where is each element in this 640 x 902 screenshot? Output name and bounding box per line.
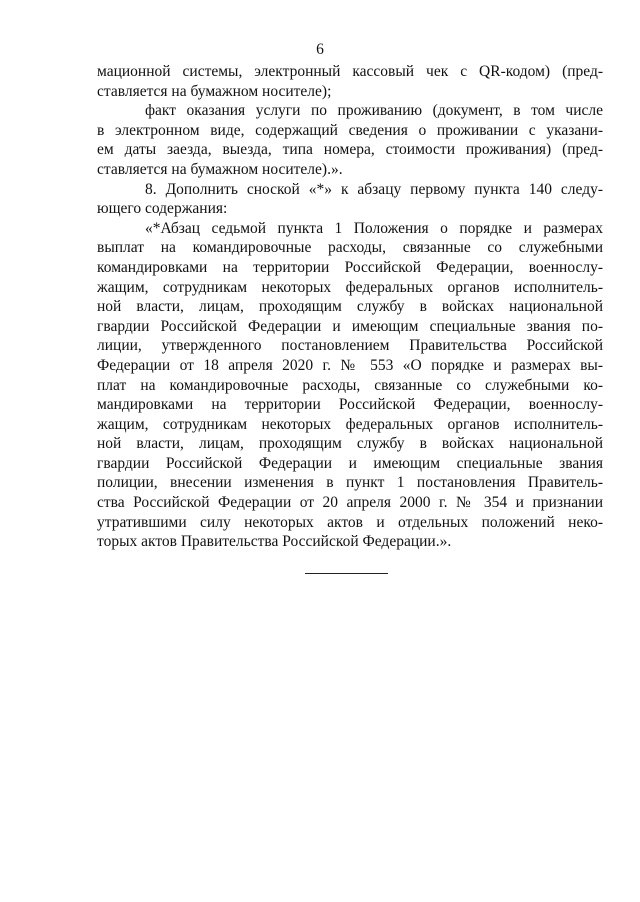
text-line: жащим, сотрудникам некоторых федеральных органов исполнитель- (97, 278, 603, 296)
text-line: Федерации от 18 апреля 2020 г. № 553 «О порядке и размерах вы- (97, 356, 603, 374)
text-line: торых актов Правительства Российской Федерации.». (97, 533, 452, 551)
text-line: ставляется на бумажном носителе); (97, 82, 332, 100)
paragraph-continuation (97, 62, 603, 101)
text-line: мандировками на территории Российской Федерации, военнослу- (97, 396, 603, 414)
paragraph-fact-of-service (97, 101, 603, 179)
text-line: 8. Дополнить сноской «*» к абзацу первому пункта 140 следу- (145, 180, 603, 198)
end-rule-divider (305, 573, 388, 574)
paragraph-item-8 (97, 180, 603, 219)
text-line: ставляется на бумажном носителе).». (97, 160, 343, 178)
text-line: ной власти, лицам, проходящим службу в войсках национальной (97, 435, 603, 453)
text-line: ной власти, лицам, проходящим службу в войсках национальной (97, 298, 603, 316)
text-line: командировками на территории Российской Федерации, военнослу- (97, 258, 603, 276)
text-line: гвардии Российской Федерации и имеющим специальные звания по- (97, 317, 603, 335)
text-line: ства Российской Федерации от 20 апреля 2000 г. № 354 и признании (97, 494, 603, 512)
text-line: ющего содержания: (97, 200, 228, 218)
text-line: мационной системы, электронный кассовый чек с QR-кодом) (пред- (97, 63, 603, 80)
page-number: 6 (316, 41, 324, 58)
text-line: в электронном виде, содержащий сведения о проживании с указани- (97, 121, 603, 139)
text-line: выплат на командировочные расходы, связанные со служебными (97, 239, 603, 257)
paragraph-footnote-text (97, 219, 603, 552)
text-line: ем даты заезда, выезда, типа номера, стоимости проживания) (пред- (97, 141, 603, 159)
text-line: «*Абзац седьмой пункта 1 Положения о порядке и размерах (145, 219, 603, 237)
text-line: плат на командировочные расходы, связанные со служебными ко- (97, 376, 603, 394)
document-body (97, 62, 603, 552)
text-line: гвардии Российской Федерации и имеющим специальные звания (97, 454, 603, 472)
text-line: жащим, сотрудникам некоторых федеральных органов исполнитель- (97, 415, 603, 433)
text-line: утратившими силу некоторых актов и отдельных положений неко- (97, 513, 603, 531)
text-line: лиции, утвержденного постановлением Правительства Российской (97, 337, 603, 355)
text-line: факт оказания услуги по проживанию (документ, в том числе (145, 102, 603, 120)
text-line: полиции, внесении изменения в пункт 1 постановления Правитель- (97, 474, 603, 492)
